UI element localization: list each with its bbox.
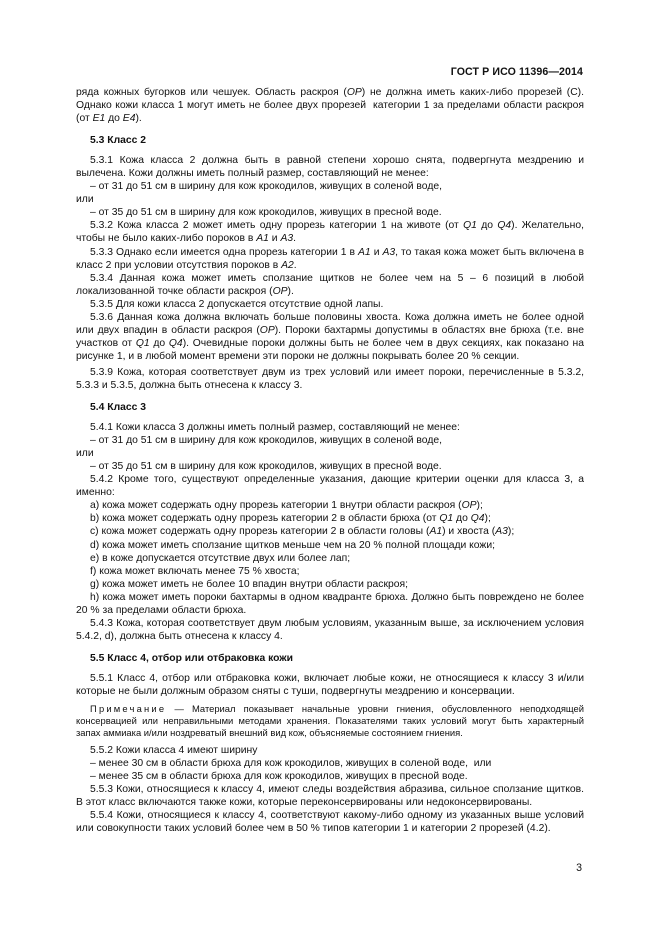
- list-item: – менее 30 см в области брюха для кож крокодилов, живущих в соленой воде, или: [90, 758, 492, 770]
- list-item: – от 31 до 51 см в ширину для кож крокодилов, живущих в соленой воде,: [90, 181, 442, 193]
- clause-5-4-1: 5.4.1 Кожи класса 3 должны иметь полный размер, составляющий не менее:: [90, 422, 460, 434]
- note: [76, 703, 584, 739]
- list-item: е) в коже допускается отсутствие двух или более лап;: [90, 552, 351, 564]
- clause-5-5-1: 5.5.1 Класс 4, отбор или отбраковка кожи, включает любые кожи, не относящиеся к классу 3 и/или которые не были должным образом сняты с туши, подвергнуты мездрению и консервации.: [76, 672, 584, 697]
- list-item: h) кожа может иметь пороки бахтармы в одном квадранте брюха. Должно быть повреждено не более 20 % за пределами области брюха.: [76, 591, 584, 616]
- clause-5-4-2: 5.4.2 Кроме того, существуют определенные указания, дающие критерии оценки для класса 3, а именно:: [76, 474, 584, 499]
- list-item: – от 35 до 51 см в ширину для кож крокодилов, живущих в пресной воде.: [90, 207, 442, 219]
- list-item: f) кожа может включать менее 75 % хвоста;: [90, 565, 300, 577]
- conjunction: или: [76, 448, 94, 460]
- clause-5-3-6: 5.3.6 Данная кожа должна включать больше половины хвоста. Кожа должна иметь не более одной или двух впадин в области раскроя (ОР). Пороки бахтармы допустимы в областях вне брюха (т.е. вне участков от Q1 до Q4). Очевидные пороки должны быть не более чем в двух секциях, как показано на рисунке 1, и в любой момент времени эти пороки не должны покрывать более 20 % секции.: [76, 311, 585, 362]
- list-item: d) кожа может иметь сползание щитков меньше чем на 20 % полной площади кожи;: [90, 539, 496, 551]
- list-item: b) кожа может содержать одну прорезь категории 2 в области брюха (от Q1 до Q4);: [90, 513, 491, 525]
- conjunction: или: [76, 194, 94, 206]
- clause-5-3-3: 5.3.3 Однако если имеется одна прорезь категории 1 в А1 и А3, то такая кожа может быть включена в класс 2 при условии отсутствия пороков в А2.: [76, 246, 584, 271]
- clause-5-5-3: 5.5.3 Кожи, относящиеся к классу 4, имеют следы воздействия абразива, сильное сползание щитков. В этот класс включаются также кожи, которые переконсервированы или недоконсервированы.: [76, 784, 584, 809]
- list-item: g) кожа может иметь не более 10 впадин внутри области раскроя;: [90, 578, 408, 590]
- clause-5-3-4: 5.3.4 Данная кожа может иметь сползание щитков не более чем на 5 – 6 позиций в любой локализованной точке области раскроя (ОР).: [76, 272, 584, 297]
- clause-5-5-4: 5.5.4 Кожи, относящиеся к классу 4, соответствуют какому-либо одному из указанных выше условий или совокупности таких условий более чем в 50 % типов категории 1 и категории 2 прорезей (4.2).: [76, 810, 584, 835]
- clause-5-5-2: 5.5.2 Кожи класса 4 имеют ширину: [90, 745, 258, 757]
- section-heading-5-4: 5.4 Класс 3: [90, 402, 147, 414]
- list-item: с) кожа может содержать одну прорезь категории 2 в области головы (А1) и хвоста (А3);: [90, 526, 515, 538]
- clause-5-3-1: 5.3.1 Кожа класса 2 должна быть в равной степени хорошо снята, подвергнута мездрению и вылечена. Кожи должны иметь полный размер, составляющий не менее:: [76, 155, 584, 180]
- section-heading-5-5: 5.5 Класс 4, отбор или отбраковка кожи: [90, 652, 293, 664]
- note-label: Примечание: [90, 703, 167, 715]
- document-header: ГОСТ Р ИСО 11396—2014: [450, 66, 583, 78]
- list-item: а) кожа может содержать одну прорезь категории 1 внутри области раскроя (ОР);: [90, 500, 483, 512]
- section-heading-5-3: 5.3 Класс 2: [90, 135, 147, 147]
- list-item: – от 35 до 51 см в ширину для кож крокодилов, живущих в пресной воде.: [90, 461, 442, 473]
- clause-5-3-2: 5.3.2 Кожа класса 2 может иметь одну прорезь категории 1 на животе (от Q1 до Q4). Желательно, чтобы не было каких-либо пороков в А1 и А3.: [76, 220, 584, 245]
- note-text: — Материал показывает начальные уровни гниения, обусловленного неподходящей консервацией или неправильными методами хранения. Показателями таких условий могут быть характерный запах аммиака и/или ноздреватый внешний вид кож, объясняемые состоянием гниения.: [76, 703, 584, 739]
- clause-5-3-5: 5.3.5 Для кожи класса 2 допускается отсутствие одной лапы.: [90, 298, 384, 310]
- page-number: 3: [576, 862, 582, 874]
- list-item: – менее 35 см в области брюха для кож крокодилов, живущих в пресной воде.: [90, 771, 468, 783]
- list-item: – от 31 до 51 см в ширину для кож крокодилов, живущих в соленой воде,: [90, 435, 442, 447]
- clause-5-4-3: 5.4.3 Кожа, которая соответствует двум любым условиям, указанным выше, за исключением условия 5.4.2, d), должна быть отнесена к классу 4.: [76, 617, 584, 642]
- clause-5-3-9: 5.3.9 Кожа, которая соответствует двум из трех условий или имеет пороки, перечисленные в 5.3.2, 5.3.3 и 5.3.5, должна быть отнесена к классу 3.: [76, 366, 584, 391]
- document-body: [76, 86, 584, 835]
- paragraph: ряда кожных бугорков или чешуек. Область раскроя (ОР) не должна иметь каких-либо прорезей (С). Однако кожи класса 1 могут иметь не более двух прорезей категории 1 за пределами области раскроя (от Е1 до Е4).: [76, 87, 584, 125]
